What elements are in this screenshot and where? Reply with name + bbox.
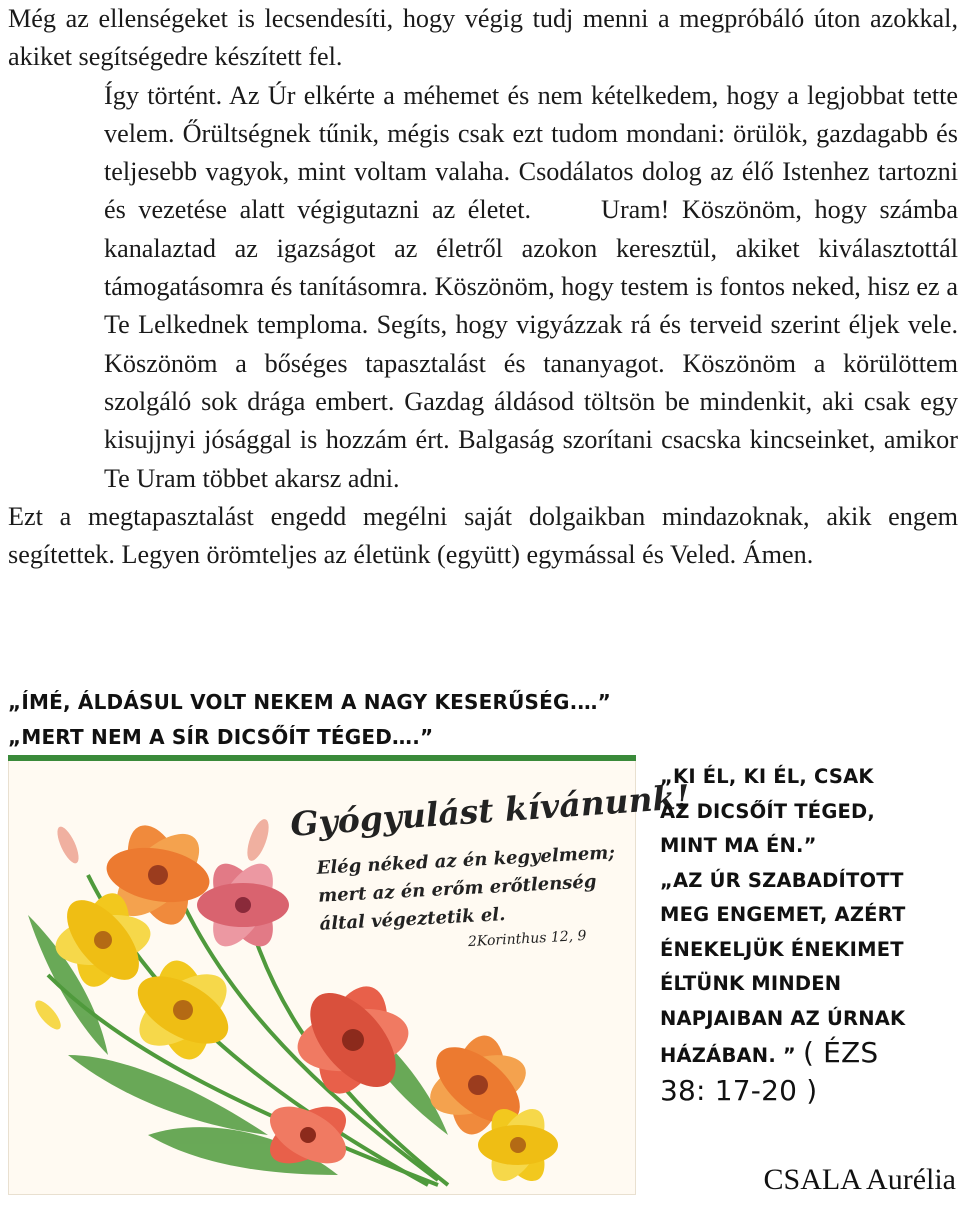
- flower-pink-1: [197, 854, 289, 956]
- paragraph-testimony: [8, 77, 958, 498]
- paragraph-closing: Ezt a megtapasztalást engedd megélni saját dolgaikban mindazoknak, akik engem segítettek. Legyen örömteljes az életünk (együtt) egymással és Veled. Ámen.: [8, 501, 958, 570]
- card-verse-line: Elég néked az én kegyelmem;: [316, 842, 616, 879]
- verse-last-text: HÁZÁBAN. ”: [660, 1044, 796, 1067]
- verse-line: MEG ENGEMET, AZÉRT: [660, 903, 906, 926]
- verse-line: „KI ÉL, KI ÉL, CSAK: [660, 765, 874, 788]
- verse-line: ÉNEKELJÜK ÉNEKIMET: [660, 937, 904, 961]
- paragraph-intro: Még az ellenségeket is lecsendesíti, hogy végig tudj menni a megpróbáló úton azokkal, akiket segítségedre készített fel.: [8, 4, 958, 72]
- quote-heading-2: „MERT NEM A SÍR DICSŐÍT TÉGED….”: [8, 725, 434, 749]
- card-verse-line: által végeztetik el.: [319, 904, 506, 935]
- card-title: Gyógyulást kívánunk!: [289, 777, 691, 844]
- prayer-text: Uram! Köszönöm, hogy számba kanalaztad az igazságot az életről azokon keresztül, akiket kiválasztottál támogatásomra és tanításomra. Köszönöm, hogy testem is fontos neked, hisz ez a Te Lelkednek temploma. Segíts, hogy vigyázzak rá és terveid szerint éljek vele. Köszönöm a bőséges tapasztalást és tananyagot. Köszönöm a körülöttem szolgáló sok drága embert. Gazdag áldásod töltsön be mindenkit, aki csak egy kisujjnyi jósággal is hozzám ért. Balgaság szorítani csacska kincseinket, amikor Te Uram többet akarsz adni.: [104, 195, 958, 493]
- article-body: [8, 0, 958, 574]
- author-signature: CSALA Aurélia: [763, 1163, 956, 1196]
- greeting-card-image: [8, 755, 691, 1195]
- card-verse-line: mert az én erőm erőtlenség: [317, 871, 597, 907]
- verse-line: „AZ ÚR SZABADÍTOTT: [660, 868, 904, 892]
- quote-heading-1: „ÍMÉ, ÁLDÁSUL VOLT NEKEM A NAGY KESERŰSÉG.…”: [8, 690, 611, 714]
- card-verse: [316, 839, 619, 939]
- verse-reference-end: 38: 17-20 ): [660, 1073, 818, 1107]
- verse-line-last: [660, 1036, 960, 1074]
- testimony-text: Így történt. Az Úr elkérte a méhemet és nem kételkedem, hogy a legjobbat tette velem. Őrültségnek tűnik, mégis csak ezt tudom mondani: örülök, gazdagabb és teljesebb vagyok, mint voltam valaha. Csodálatos dolog az élő Istenhez tartozni és vezetése alatt végigutazni az életet.: [104, 80, 958, 225]
- verse-reference-start: ( ÉZS: [802, 1036, 879, 1069]
- bible-verse-block: [660, 760, 960, 1108]
- verse-line: NAPJAIBAN AZ ÚRNAK: [660, 1006, 906, 1030]
- verse-line: AZ DICSŐÍT TÉGED,: [660, 799, 876, 823]
- verse-line: MINT MA ÉN.”: [660, 834, 817, 857]
- card-reference: 2Korinthus 12, 9: [467, 927, 587, 951]
- verse-line: ÉLTÜNK MINDEN: [660, 972, 842, 995]
